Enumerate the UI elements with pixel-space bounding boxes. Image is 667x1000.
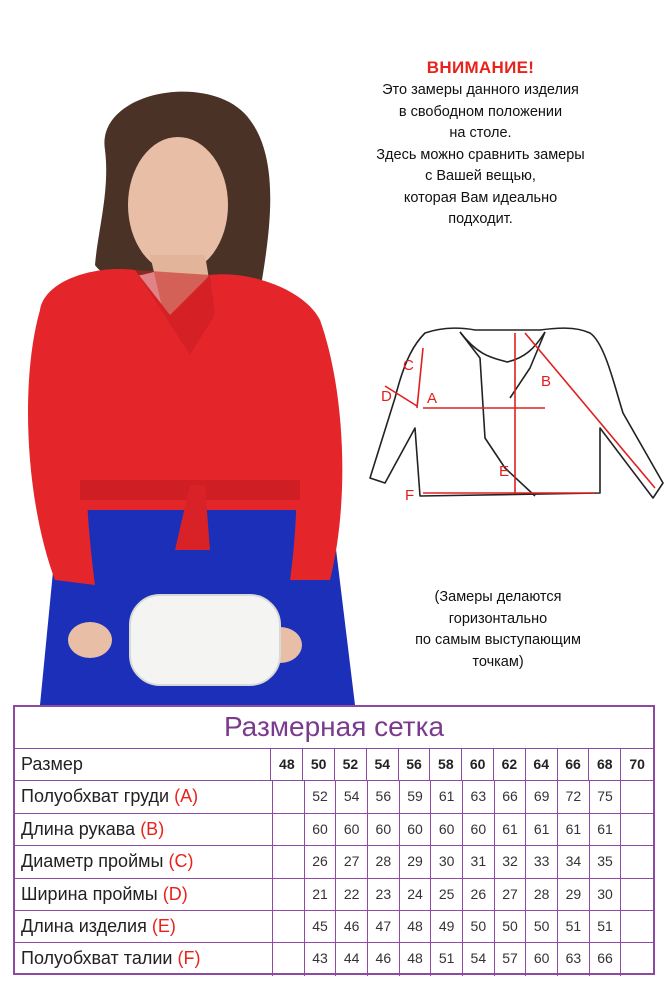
size-header-cell: 54 xyxy=(367,749,399,780)
table-cell: 51 xyxy=(431,943,463,975)
table-cell: 61 xyxy=(590,814,622,845)
table-cell: 46 xyxy=(368,943,400,975)
row-label xyxy=(15,879,273,910)
table-cell: 44 xyxy=(336,943,368,975)
table-cell: 63 xyxy=(558,943,590,975)
table-row xyxy=(15,846,653,878)
row-label xyxy=(15,911,273,942)
measure-code: (F) xyxy=(177,948,201,969)
table-cell: 27 xyxy=(495,879,527,910)
size-header-cell: 58 xyxy=(430,749,462,780)
measure-name: Полуобхват груди xyxy=(21,786,170,807)
sketch-line-b xyxy=(525,333,655,488)
notice-line: с Вашей вещью, xyxy=(425,168,536,184)
size-header-row xyxy=(15,749,653,781)
table-row xyxy=(15,943,653,975)
table-cell: 60 xyxy=(336,814,368,845)
sketch-letter-d: D xyxy=(381,388,392,405)
table-cell: 48 xyxy=(400,943,432,975)
model-photo xyxy=(0,80,360,705)
table-cell: 61 xyxy=(526,814,558,845)
sketch-outline xyxy=(370,328,663,498)
table-cell: 50 xyxy=(463,911,495,942)
measure-name: Полуобхват талии xyxy=(21,948,173,969)
table-cell: 32 xyxy=(495,846,527,877)
row-label xyxy=(15,846,273,877)
sketch-letter-a: A xyxy=(427,390,438,407)
table-cell: 54 xyxy=(463,943,495,975)
table-cell: 49 xyxy=(431,911,463,942)
table-cell: 34 xyxy=(558,846,590,877)
face xyxy=(128,137,228,273)
table-cell: 35 xyxy=(590,846,622,877)
table-cell: 25 xyxy=(431,879,463,910)
notice-heading: ВНИМАНИЕ! xyxy=(426,58,535,77)
table-cell: 69 xyxy=(526,781,558,812)
table-cell: 24 xyxy=(400,879,432,910)
sketch-wrap-line xyxy=(460,332,535,496)
table-cell: 60 xyxy=(368,814,400,845)
sketch-line-c xyxy=(417,348,423,408)
table-cell: 22 xyxy=(336,879,368,910)
table-cell: 26 xyxy=(305,846,337,877)
measure-code: (E) xyxy=(151,915,176,936)
table-row xyxy=(15,879,653,911)
notice-line: Здесь можно сравнить замеры xyxy=(376,146,585,163)
table-cell: 23 xyxy=(368,879,400,910)
table-cell xyxy=(273,911,305,942)
white-bag xyxy=(130,595,280,685)
size-header-cell: 52 xyxy=(335,749,367,780)
row-label xyxy=(15,814,273,845)
table-cell: 27 xyxy=(336,846,368,877)
table-cell: 57 xyxy=(495,943,527,975)
table-cell: 66 xyxy=(495,781,527,812)
measurement-note xyxy=(392,587,604,673)
measure-code: (A) xyxy=(174,786,199,807)
table-cell xyxy=(621,814,653,845)
table-cell: 60 xyxy=(431,814,463,845)
sketch-neckline xyxy=(460,332,545,362)
size-header-cell: 50 xyxy=(303,749,335,780)
notice-line: на столе. xyxy=(449,125,512,141)
row-label xyxy=(15,943,273,975)
sketch-letter-e: E xyxy=(499,463,510,480)
table-cell: 45 xyxy=(305,911,337,942)
size-header-cell: 66 xyxy=(558,749,590,780)
table-cell: 48 xyxy=(400,911,432,942)
table-row xyxy=(15,911,653,943)
table-cell: 43 xyxy=(305,943,337,975)
table-cell: 28 xyxy=(368,846,400,877)
table-cell: 60 xyxy=(463,814,495,845)
table-cell: 60 xyxy=(400,814,432,845)
size-table-title: Размерная сетка xyxy=(15,707,653,749)
garment-sketch xyxy=(365,318,665,513)
table-row xyxy=(15,814,653,846)
table-cell: 50 xyxy=(495,911,527,942)
measure-name: Длина изделия xyxy=(21,915,147,936)
table-cell: 30 xyxy=(590,879,622,910)
size-header-cell: 70 xyxy=(629,756,645,772)
table-cell: 56 xyxy=(368,781,400,812)
table-cell: 75 xyxy=(590,781,622,812)
note-line: по самым выступающим xyxy=(415,632,581,648)
note-line: точкам) xyxy=(472,653,524,670)
notice-block xyxy=(348,58,613,231)
size-header-cell: 62 xyxy=(494,749,526,780)
table-cell xyxy=(621,781,653,812)
table-cell xyxy=(273,781,305,812)
table-cell: 51 xyxy=(558,911,590,942)
table-cell: 61 xyxy=(558,814,590,845)
size-header-cell: 48 xyxy=(271,749,303,780)
size-header-cell: 68 xyxy=(589,749,621,780)
table-cell: 60 xyxy=(526,943,558,975)
table-cell: 66 xyxy=(590,943,622,975)
table-cell: 61 xyxy=(495,814,527,845)
notice-line: подходит. xyxy=(448,211,513,227)
table-cell: 30 xyxy=(431,846,463,877)
table-cell: 61 xyxy=(431,781,463,812)
measure-code: (D) xyxy=(162,883,188,904)
table-cell: 59 xyxy=(400,781,432,812)
measure-code: (B) xyxy=(140,818,165,839)
table-cell: 52 xyxy=(305,781,337,812)
table-cell xyxy=(273,943,305,975)
sketch-letter-f: F xyxy=(405,487,415,504)
table-cell: 46 xyxy=(336,911,368,942)
table-row xyxy=(15,781,653,813)
notice-line: Это замеры данного изделия xyxy=(382,82,579,98)
measure-name: Диаметр проймы xyxy=(21,851,164,872)
notice-line: в свободном положении xyxy=(398,103,563,120)
table-cell: 50 xyxy=(526,911,558,942)
size-header-cell: 56 xyxy=(399,749,431,780)
measure-name: Ширина проймы xyxy=(21,883,158,904)
measure-name: Длина рукава xyxy=(21,818,136,839)
notice-line: которая Вам идеально xyxy=(403,189,558,206)
table-cell: 51 xyxy=(590,911,622,942)
table-cell: 21 xyxy=(305,879,337,910)
table-cell xyxy=(621,943,653,975)
row-label xyxy=(15,781,273,812)
table-cell xyxy=(273,879,305,910)
table-cell: 60 xyxy=(305,814,337,845)
table-cell xyxy=(621,879,653,910)
table-cell: 47 xyxy=(368,911,400,942)
size-header-cell: 60 xyxy=(462,749,494,780)
table-cell: 29 xyxy=(400,846,432,877)
table-cell: 31 xyxy=(463,846,495,877)
table-cell xyxy=(621,846,653,877)
size-header-label: Размер xyxy=(15,749,271,780)
table-cell xyxy=(273,814,305,845)
table-cell: 63 xyxy=(463,781,495,812)
table-cell: 29 xyxy=(558,879,590,910)
note-line: горизонтально xyxy=(448,610,548,627)
note-line: (Замеры делаются xyxy=(434,589,562,605)
sketch-letter-b: B xyxy=(541,373,552,390)
table-cell xyxy=(273,846,305,877)
measure-code: (C) xyxy=(168,851,194,872)
table-cell: 54 xyxy=(336,781,368,812)
size-table xyxy=(13,705,655,975)
table-cell: 28 xyxy=(526,879,558,910)
table-cell: 26 xyxy=(463,879,495,910)
table-cell xyxy=(621,911,653,942)
table-cell: 72 xyxy=(558,781,590,812)
sketch-letter-c: C xyxy=(403,357,414,374)
size-header-cell: 64 xyxy=(526,749,558,780)
table-cell: 33 xyxy=(526,846,558,877)
